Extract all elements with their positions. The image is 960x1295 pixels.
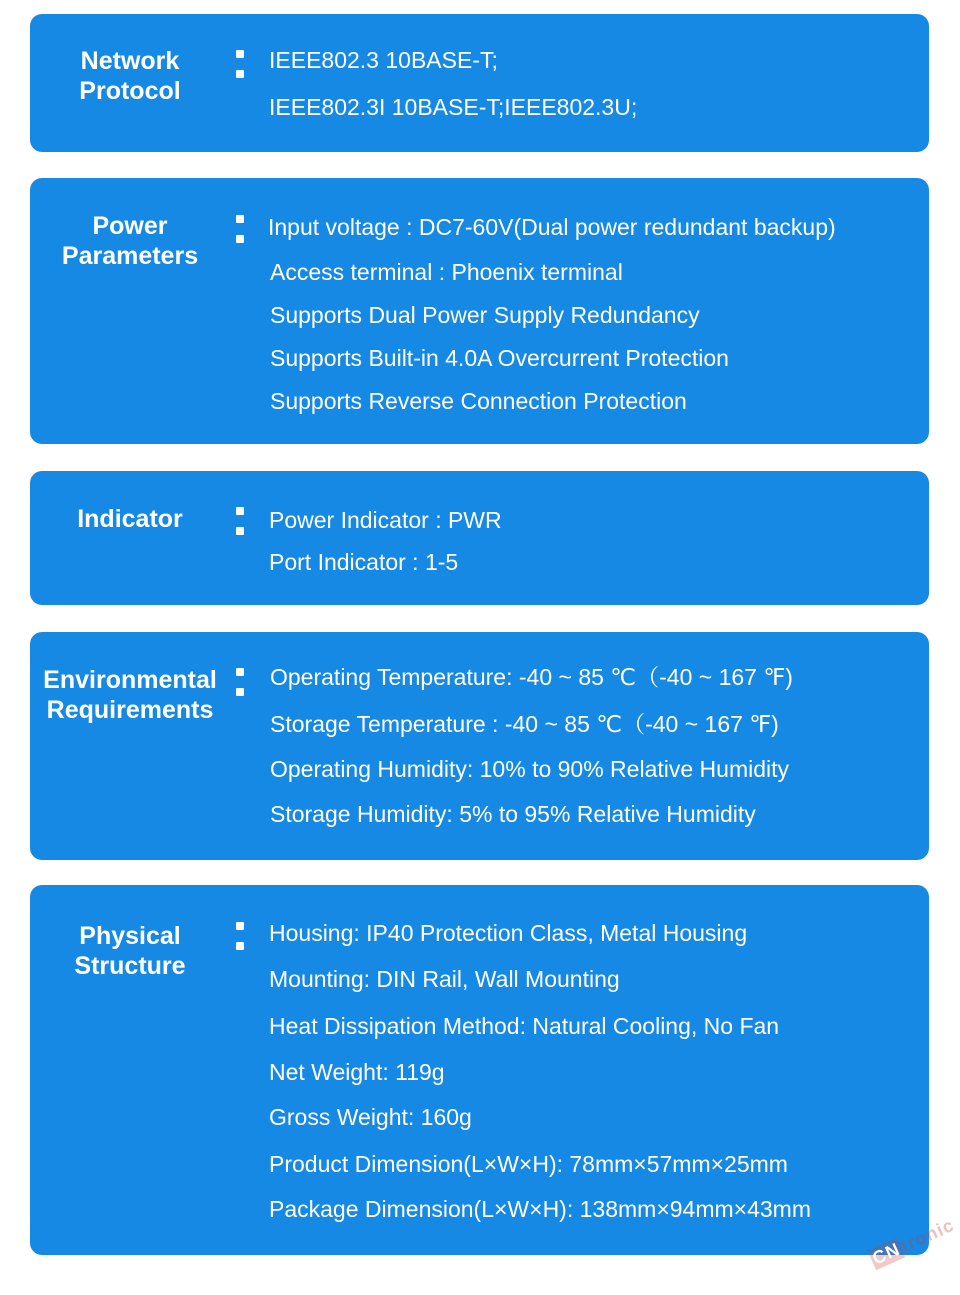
section-title-line: Physical: [79, 922, 181, 950]
spec-line: Operating Humidity: 10% to 90% Relative Humidity: [270, 756, 790, 782]
spec-line: Storage Temperature : -40 ~ 85 ℃（-40 ~ 167 ℉): [270, 711, 779, 737]
section-title-line: Environmental: [43, 666, 217, 694]
spec-line: Access terminal : Phoenix terminal: [270, 259, 623, 285]
power-parameters-card: [30, 178, 929, 444]
spec-line: Supports Built-in 4.0A Overcurrent Protection: [270, 345, 729, 371]
section-title-line: Power: [92, 212, 168, 240]
section-title: [30, 921, 230, 981]
physical-structure-card: [30, 885, 929, 1255]
watermark-text: tronic: [897, 1214, 958, 1256]
spec-line: Port Indicator : 1-5: [269, 549, 459, 575]
spec-line: Heat Dissipation Method: Natural Cooling, No Fan: [269, 1013, 780, 1039]
section-title-line: Indicator: [77, 505, 183, 533]
spec-line: Package Dimension(L×W×H): 138mm×94mm×43mm: [269, 1196, 811, 1222]
section-title: [30, 665, 230, 725]
indicator-card: [30, 471, 929, 605]
environmental-requirements-card: [30, 632, 929, 860]
section-title-line: Structure: [74, 952, 186, 980]
spec-line: Operating Temperature: -40 ~ 85 ℃（-40 ~ 167 ℉): [270, 664, 793, 690]
spec-line: Housing: IP40 Protection Class, Metal Housing: [269, 920, 748, 946]
spec-line: Supports Dual Power Supply Redundancy: [270, 302, 700, 328]
spec-line: Storage Humidity: 5% to 95% Relative Humidity: [270, 801, 756, 827]
section-title: [30, 211, 230, 271]
spec-line: IEEE802.3I 10BASE-T;IEEE802.3U;: [269, 94, 638, 120]
network-protocol-card: [30, 14, 929, 152]
spec-line: Gross Weight: 160g: [269, 1104, 472, 1130]
spec-line: Net Weight: 119g: [269, 1059, 445, 1085]
section-title: [30, 46, 230, 106]
section-title-line: Network: [80, 47, 180, 75]
spec-line: IEEE802.3 10BASE-T;: [269, 47, 498, 73]
spec-line: Supports Reverse Connection Protection: [270, 388, 687, 414]
spec-line: Input voltage : DC7-60V(Dual power redundant backup): [268, 214, 836, 240]
section-title-line: Protocol: [79, 77, 181, 105]
section-title-line: Parameters: [61, 242, 199, 270]
section-title: [30, 504, 230, 534]
spec-line: Mounting: DIN Rail, Wall Mounting: [269, 966, 620, 992]
watermark-box-text: CN: [868, 1238, 906, 1270]
section-title-line: Requirements: [46, 696, 214, 724]
spec-line: Product Dimension(L×W×H): 78mm×57mm×25mm: [269, 1151, 788, 1177]
spec-line: Power Indicator : PWR: [269, 507, 502, 533]
